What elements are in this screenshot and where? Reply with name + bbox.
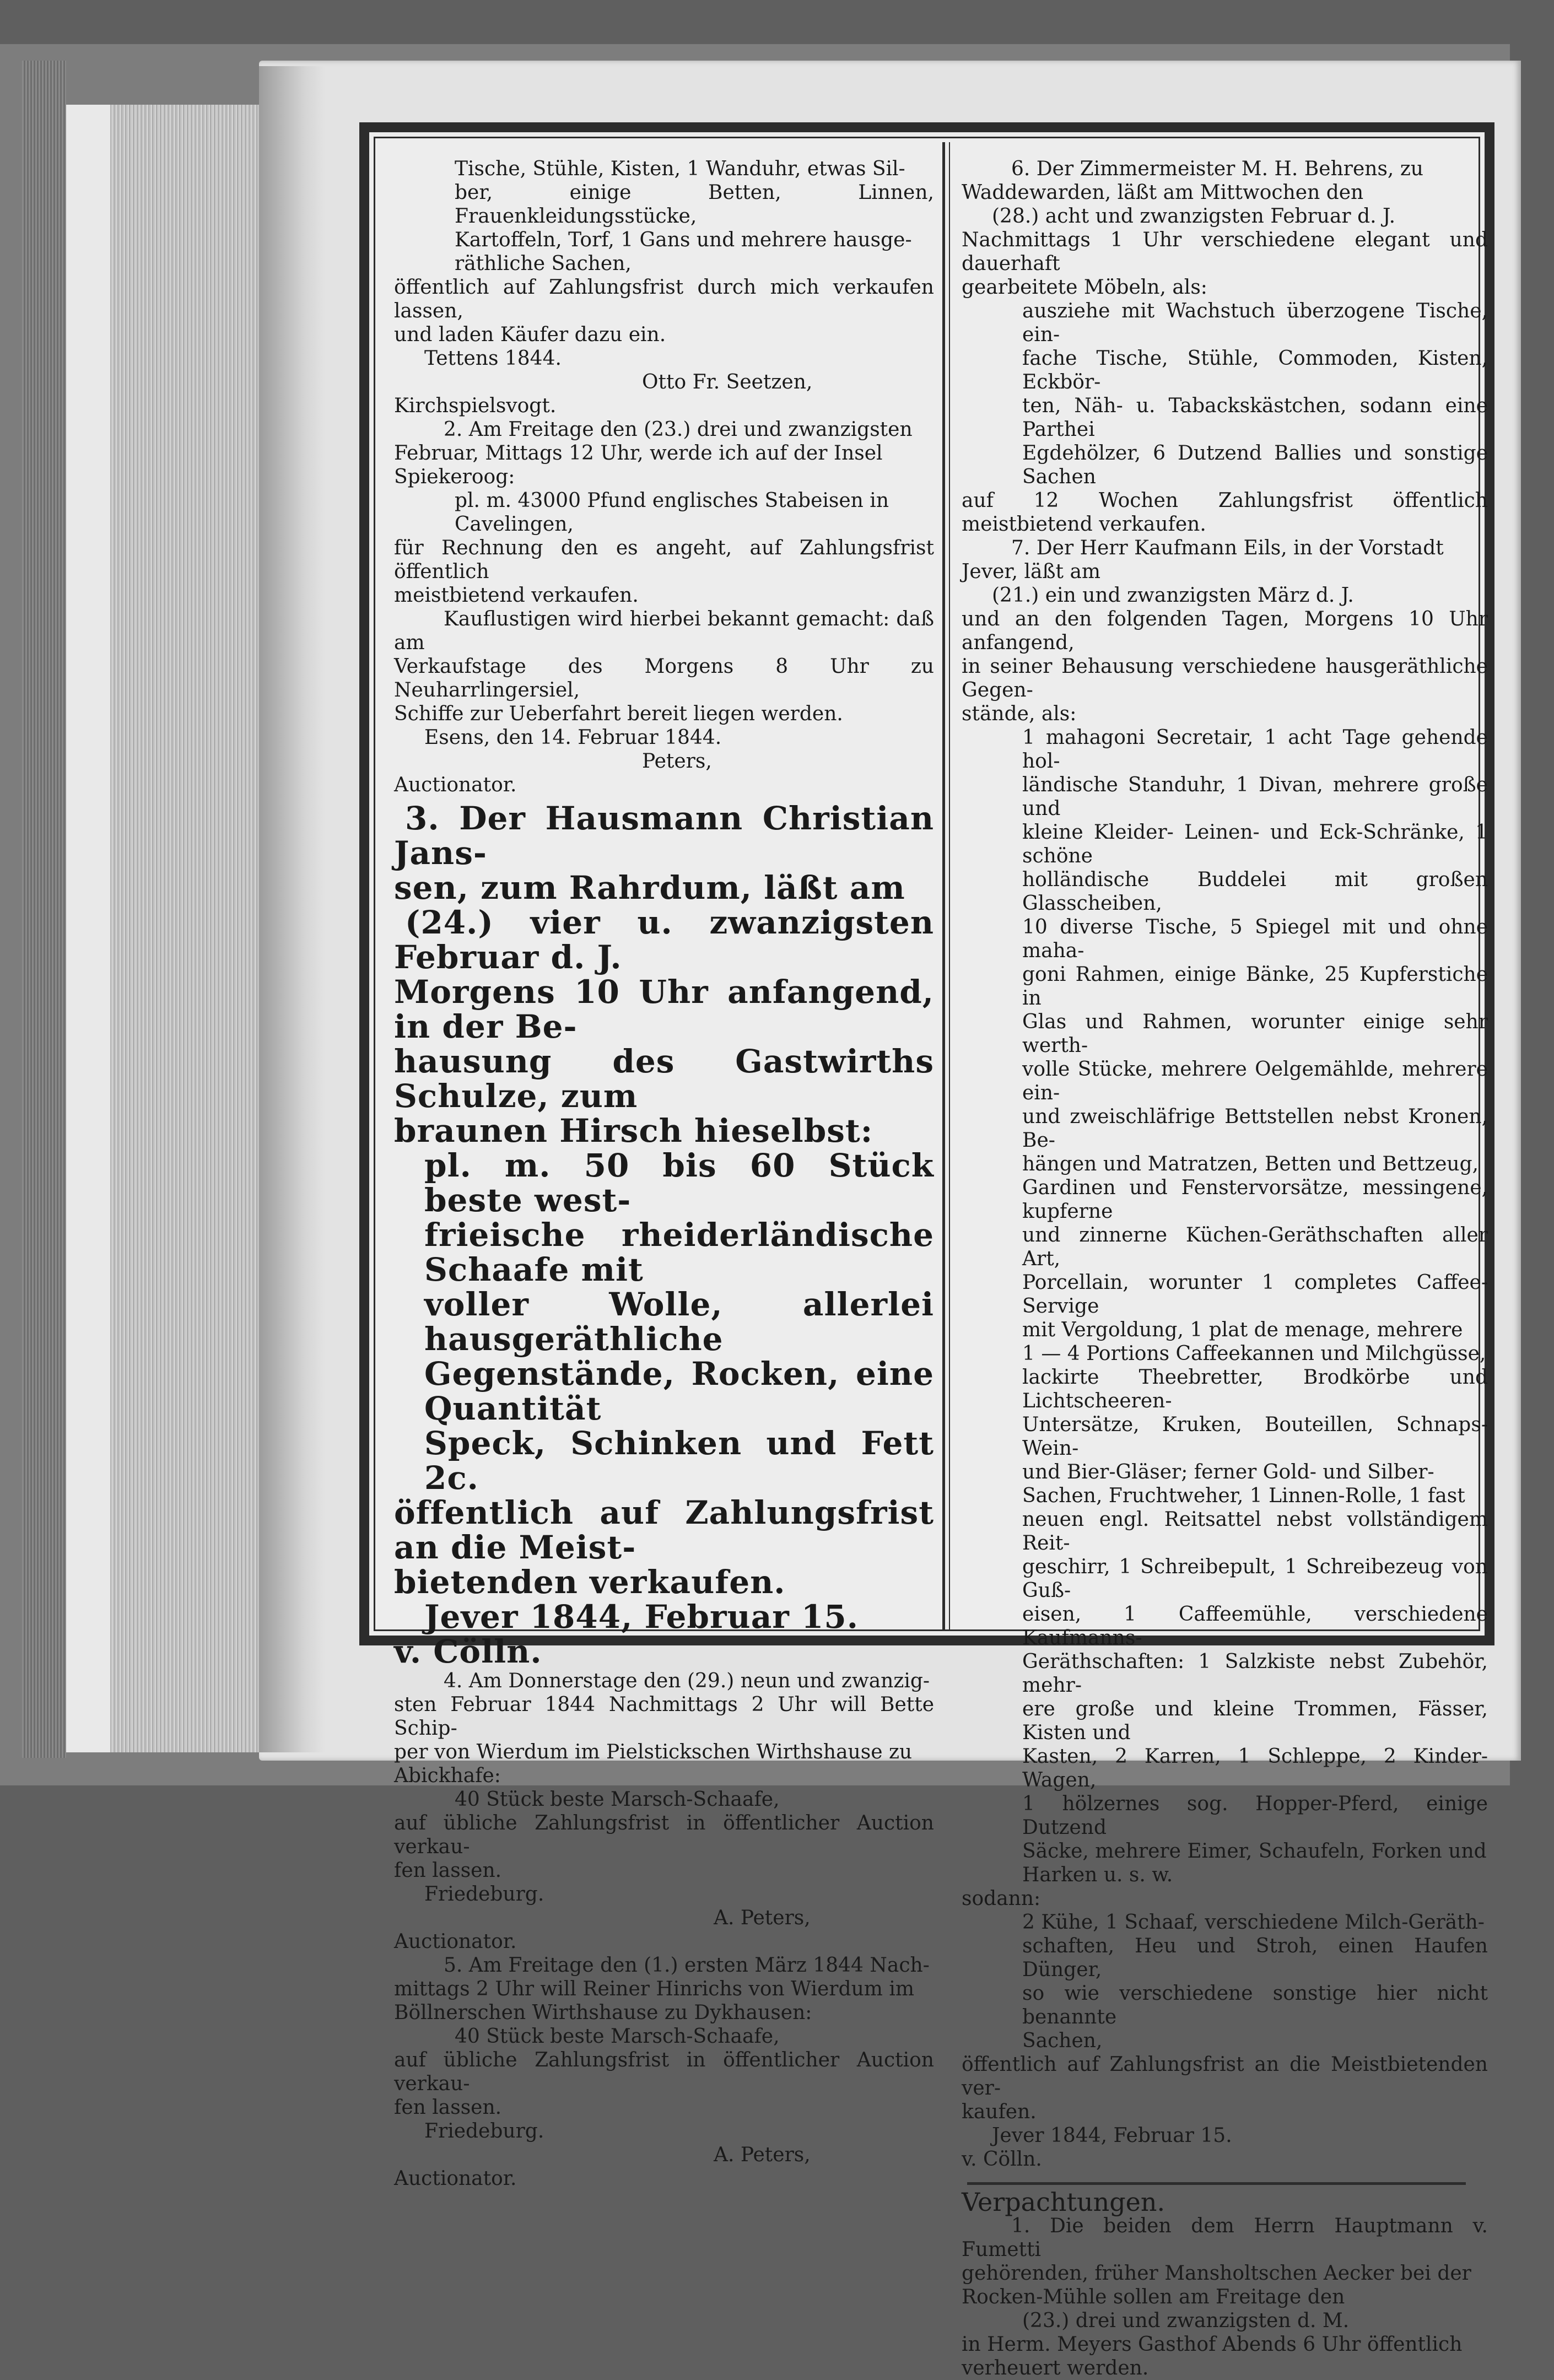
intro-line: sten Februar 1844 Nachmittags 2 Uhr will Bette Schip- (394, 1693, 934, 1740)
place: Friedeburg. (424, 2120, 544, 2142)
goods-line: 1 — 4 Portions Caffeekannen und Milchgüsse, (1022, 1342, 1486, 1365)
notice-line: Schiffe zur Ueberfahrt bereit liegen werden. (394, 703, 843, 725)
goods-line: Geräthschaften: 1 Salzkiste nebst Zubehör, mehr- (1022, 1650, 1488, 1697)
intro-line: 7. Der Herr Kaufmann Eils, in der Vorstadt (1011, 537, 1444, 559)
intro-line: Abickhafe: (394, 1764, 501, 1787)
place-date: Jever 1844, Februar 15. (992, 2124, 1232, 2147)
signer-title: Auctionator. (394, 1930, 517, 1953)
text-line: Morgens 10 Uhr anfangend, in der Be- (394, 973, 934, 1045)
goods-line: 40 Stück beste Marsch-Schaafe, (455, 1788, 780, 1811)
goods-line: und zinnerne Küchen-Geräthschaften aller Art, (1022, 1224, 1488, 1270)
signer: v. Cölln. (394, 1633, 542, 1670)
intro-line: Rocken-Mühle sollen am Freitage den (962, 2286, 1345, 2308)
outro-line: bietenden verkaufen. (394, 1563, 786, 1601)
date-line: (23.) drei und zwanzigsten d. M. (1022, 2309, 1350, 2332)
text-line: und an den folgenden Tagen, Morgens 10 Uhr anfangend, (962, 608, 1488, 654)
goods-line: voller Wolle, allerlei hausgeräthliche (424, 1286, 934, 1358)
goods-line: hängen und Matratzen, Betten und Bettzeug, (1022, 1153, 1479, 1175)
goods-line: 2 Kühe, 1 Schaaf, verschiedene Milch-Geräth- (1022, 1911, 1485, 1934)
intro-line: 6. Der Zimmermeister M. H. Behrens, zu (1011, 158, 1423, 180)
goods-line: und zweischläfrige Bettstellen nebst Kronen, Be- (1022, 1105, 1488, 1152)
intro-line: 5. Am Freitage den (1.) ersten März 1844 Nach- (444, 1954, 930, 1977)
goods-line: neuen engl. Reitsattel nebst vollständigem Reit- (1022, 1508, 1488, 1555)
outro-line: öffentlich auf Zahlungsfrist an die Meistbietenden ver- (962, 2053, 1488, 2100)
goods-line: 40 Stück beste Marsch-Schaafe, (455, 2025, 780, 2048)
intro-line: Jever, läßt am (962, 560, 1101, 583)
text-line: hausung des Gastwirths Schulze, zum (394, 1043, 934, 1115)
goods-line: Kasten, 2 Karren, 1 Schleppe, 2 Kinder-Wagen, (1022, 1745, 1488, 1791)
sodann-line: sodann: (962, 1887, 1041, 1910)
intro-line: 3. Der Hausmann Christian Jans- (394, 800, 934, 872)
goods-line: Sachen, (1022, 2030, 1103, 2052)
goods-line: ländische Standuhr, 1 Divan, mehrere große und (1022, 774, 1488, 820)
item-line: Kartoffeln, Torf, 1 Gans und mehrere hausge- (455, 229, 912, 251)
item-line: ber, einige Betten, Linnen, Frauenkleidungsstücke, (455, 181, 934, 228)
intro-line: Waddewarden, läßt am Mittwochen den (962, 181, 1364, 204)
intro-line: 2. Am Freitage den (23.) drei und zwanzigsten (444, 418, 913, 441)
goods-line: pl. m. 50 bis 60 Stück beste west- (424, 1147, 934, 1219)
lease-1 (962, 2214, 1488, 2380)
intro-line: Böllnerschen Wirthshause zu Dykhausen: (394, 2001, 812, 2024)
section-heading: Verpachtungen. (962, 2187, 1166, 2217)
notice-line: Kauflustigen wird hierbei bekannt gemacht: daß am (394, 608, 934, 654)
date-line: (21.) ein und zwanzigsten März d. J. (992, 584, 1354, 607)
notice-2 (394, 418, 934, 797)
outro-line: kaufen. (962, 2101, 1037, 2123)
notice-line: Verkaufstage des Morgens 8 Uhr zu Neuharrlingersiel, (394, 655, 934, 701)
goods-line: Untersätze, Kruken, Bouteillen, Schnaps- Wein- (1022, 1413, 1488, 1460)
text-line: in seiner Behausung verschiedene hausgeräthliche Gegen- (962, 655, 1488, 701)
item-line: räthliche Sachen, (455, 252, 632, 275)
intro-line: 4. Am Donnerstage den (29.) neun und zwanzig- (444, 1670, 930, 1692)
left-column (394, 157, 934, 2190)
place: Friedeburg. (424, 1883, 544, 1906)
goods-line: lackirte Theebretter, Brodkörbe und Lichtscheeren- (1022, 1366, 1488, 1412)
signer: Otto Fr. Seetzen, (642, 371, 813, 393)
text-line: fen lassen. (394, 2096, 502, 2119)
signer-title: Auctionator. (394, 774, 517, 796)
text-line: verheuert werden. (962, 2357, 1149, 2379)
goods-line: 1 mahagoni Secretair, 1 acht Tage gehende hol- (1022, 726, 1488, 773)
intro-line: Februar, Mittags 12 Uhr, werde ich auf der Insel (394, 442, 883, 465)
text-line: meistbietend verkaufen. (394, 584, 639, 607)
place-date: Jever 1844, Februar 15. (424, 1598, 859, 1636)
goods-line: Cavelingen, (455, 513, 574, 536)
notice-3 (394, 801, 934, 1669)
goods-line: kleine Kleider- Leinen- und Eck-Schränke, 1 schöne (1022, 821, 1488, 867)
outro-line: auf 12 Wochen Zahlungsfrist öffentlich meistbietend verkaufen. (962, 489, 1488, 536)
text-line: stände, als: (962, 703, 1077, 725)
goods-line: ausziehe mit Wachstuch überzogene Tische, ein- (1022, 300, 1488, 346)
goods-line: Gegenstände, Rocken, eine Quantität (424, 1355, 934, 1427)
signer: v. Cölln. (962, 2148, 1042, 2171)
goods-line: ere große und kleine Trommen, Fässer, Kisten und (1022, 1698, 1488, 1744)
goods-line: pl. m. 43000 Pfund englisches Stabeisen in (455, 489, 889, 512)
signer: A. Peters, (714, 1907, 811, 1929)
signer-title: Auctionator. (394, 2167, 517, 2190)
goods-line: und Bier-Gläser; ferner Gold- und Silber- (1022, 1461, 1434, 1483)
column-divider (942, 142, 945, 1630)
text-line: für Rechnung den es angeht, auf Zahlungsfrist öffentlich (394, 537, 934, 583)
goods-line: eisen, 1 Caffeemühle, verschiedene Kaufmanns- (1022, 1603, 1488, 1649)
page-edges (66, 105, 276, 1752)
right-column (962, 157, 1488, 2380)
notice-1 (394, 157, 934, 418)
goods-line: Gardinen und Fenstervorsätze, messingene, kupferne (1022, 1176, 1488, 1223)
signer-title: Kirchspielsvogt. (394, 395, 557, 417)
goods-line: Egdehölzer, 6 Dutzend Ballies und sonstige Sachen (1022, 442, 1488, 488)
goods-line: volle Stücke, mehrere Oelgemählde, mehrere ein- (1022, 1058, 1488, 1104)
item-line: Tische, Stühle, Kisten, 1 Wanduhr, etwas Sil- (455, 158, 905, 180)
goods-line: so wie verschiedene sonstige hier nicht benannte (1022, 1982, 1488, 2028)
goods-line: goni Rahmen, einige Bänke, 25 Kupferstiche in (1022, 963, 1488, 1010)
text-line: öffentlich auf Zahlungsfrist durch mich verkaufen lassen, (394, 276, 934, 322)
book-spine (22, 61, 66, 1758)
text-line: auf übliche Zahlungsfrist in öffentlicher Auction verkau- (394, 1812, 934, 1858)
text-line: Nachmittags 1 Uhr verschiedene elegant und dauerhaft (962, 229, 1488, 275)
goods-line: frieische rheiderländische Schaafe mit (424, 1216, 934, 1288)
intro-line: gehörenden, früher Mansholtschen Aecker bei der (962, 2262, 1471, 2285)
date-line: (28.) acht und zwanzigsten Februar d. J. (992, 205, 1396, 228)
goods-line: ten, Näh- u. Tabackskästchen, sodann eine Parthei (1022, 395, 1488, 441)
text-line: braunen Hirsch hieselbst: (394, 1112, 873, 1149)
outro-line: öffentlich auf Zahlungsfrist an die Meist- (394, 1494, 934, 1566)
goods-line: Säcke, mehrere Eimer, Schaufeln, Forken und (1022, 1840, 1487, 1863)
notice-5 (394, 1953, 934, 2190)
goods-line: fache Tische, Stühle, Commoden, Kisten, Eckbör- (1022, 347, 1488, 393)
goods-line: Speck, Schinken und Fett 2c. (424, 1424, 934, 1497)
intro-line: 1. Die beiden dem Herrn Hauptmann v. Fumetti (962, 2215, 1488, 2261)
goods-line: 1 hölzernes sog. Hopper-Pferd, einige Dutzend (1022, 1793, 1488, 1839)
notice-4 (394, 1669, 934, 1953)
goods-line: Sachen, Fruchtweher, 1 Linnen-Rolle, 1 fast (1022, 1485, 1465, 1507)
goods-line: Harken u. s. w. (1022, 1864, 1173, 1886)
date-line: (24.) vier u. zwanzigsten Februar d. J. (394, 904, 934, 976)
intro-line: sen, zum Rahrdum, läßt am (394, 869, 905, 906)
place-date: Tettens 1844. (424, 347, 562, 370)
intro-line: mittags 2 Uhr will Reiner Hinrichs von Wierdum im (394, 1978, 914, 2000)
text-line: in Herm. Meyers Gasthof Abends 6 Uhr öffentlich (962, 2333, 1463, 2356)
notice-7 (962, 536, 1488, 2171)
signer: Peters, (642, 750, 712, 773)
goods-line: 10 diverse Tische, 5 Spiegel mit und ohne maha- (1022, 916, 1488, 962)
page-gutter (259, 66, 325, 1752)
text-line: gearbeitete Möbeln, als: (962, 276, 1207, 299)
section-rule (967, 2182, 1466, 2185)
text-line: fen lassen. (394, 1859, 502, 1882)
newspaper-frame (359, 122, 1494, 2379)
goods-line: Porcellain, worunter 1 completes Caffee-Servige (1022, 1271, 1488, 1318)
intro-line: per von Wierdum im Pielstickschen Wirthshause zu (394, 1741, 913, 1763)
goods-line: Glas und Rahmen, worunter einige sehr werth- (1022, 1011, 1488, 1057)
goods-line: schaften, Heu und Stroh, einen Haufen Dünger, (1022, 1935, 1488, 1981)
intro-line: Spiekeroog: (394, 466, 515, 488)
signer: A. Peters, (714, 2144, 811, 2166)
goods-list (962, 726, 1488, 1887)
notice-6 (962, 157, 1488, 536)
text-line: und laden Käufer dazu ein. (394, 323, 666, 346)
goods-line: mit Vergoldung, 1 plat de menage, mehrere (1022, 1319, 1463, 1341)
goods-line: geschirr, 1 Schreibepult, 1 Schreibezeug von Guß- (1022, 1556, 1488, 1602)
goods-line: holländische Buddelei mit großen Glasscheiben, (1022, 868, 1488, 915)
place-date: Esens, den 14. Februar 1844. (424, 726, 722, 749)
text-line: auf übliche Zahlungsfrist in öffentlicher Auction verkau- (394, 2049, 934, 2095)
